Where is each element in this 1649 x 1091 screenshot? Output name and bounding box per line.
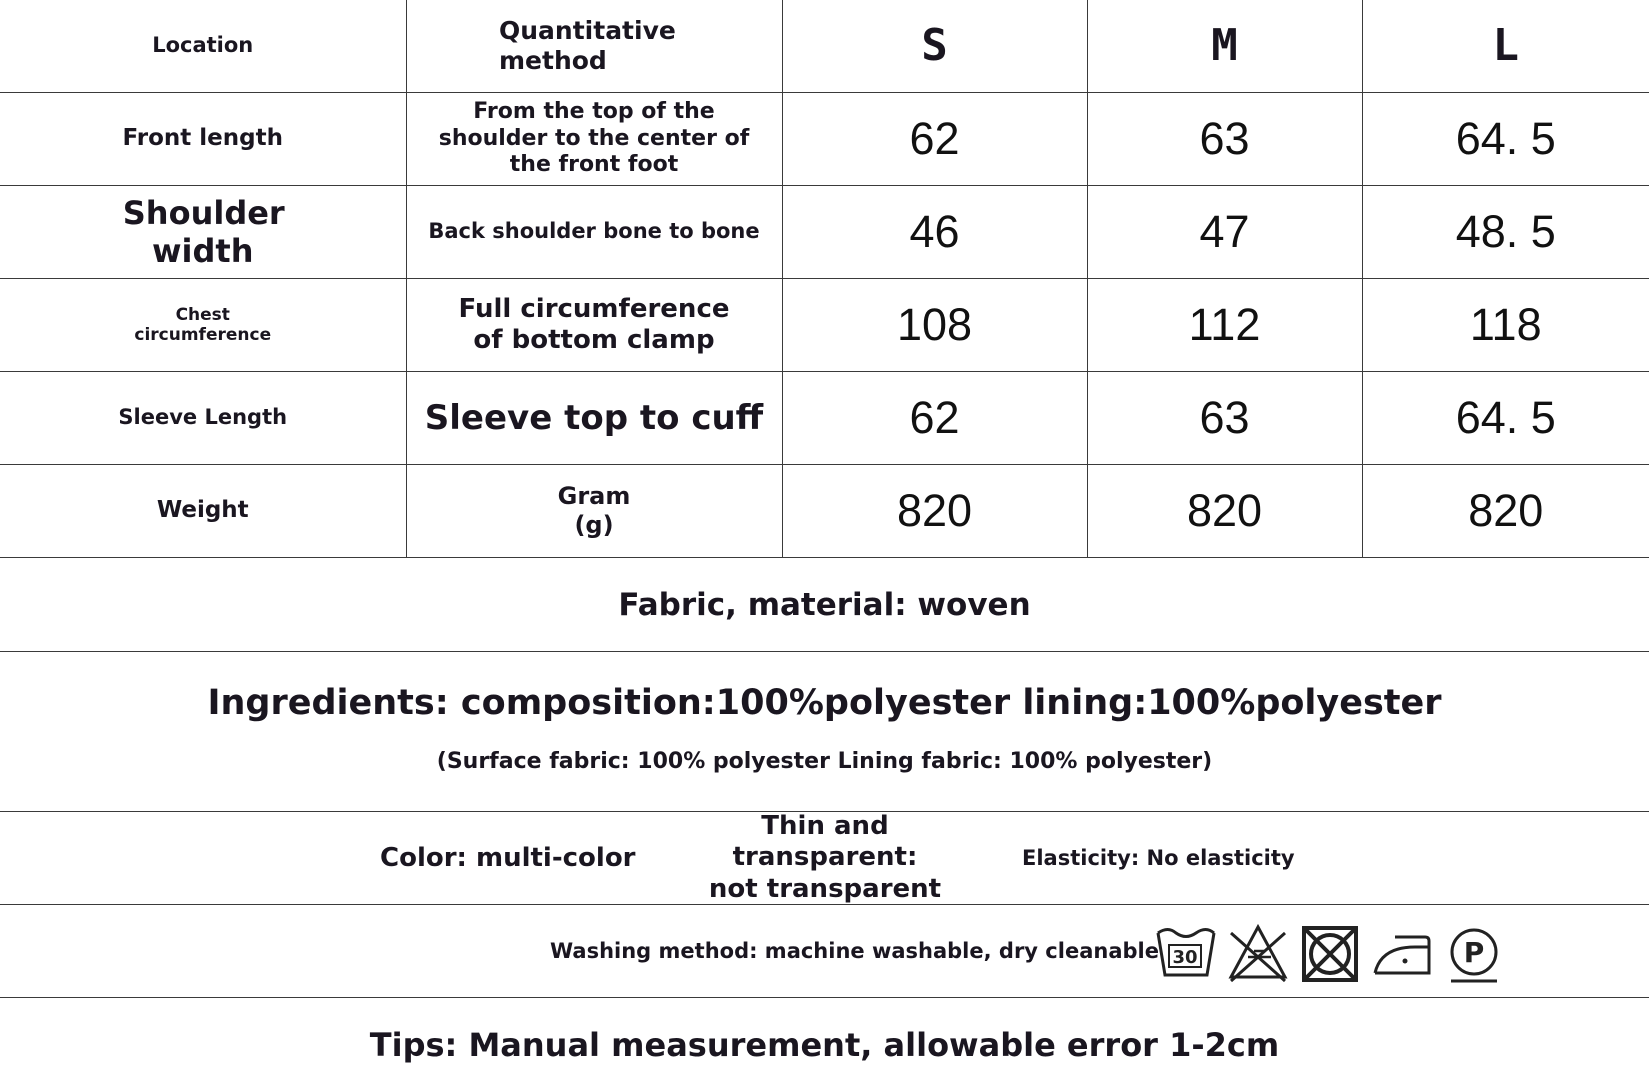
- row-label: Front length: [0, 93, 406, 186]
- value-s: 46: [782, 186, 1087, 279]
- value-s: 62: [782, 93, 1087, 186]
- value-l: 64. 5: [1362, 372, 1649, 465]
- value-m: 820: [1087, 465, 1362, 558]
- row-label: Sleeve Length: [0, 372, 406, 465]
- row-label: Weight: [0, 465, 406, 558]
- header-size-l: L: [1362, 0, 1649, 93]
- table-row: [0, 372, 1649, 465]
- table-row: [0, 93, 1649, 186]
- washing-band: [0, 905, 1649, 998]
- ingredients-main: Ingredients: composition:100%polyester lining:100%polyester: [207, 683, 1442, 723]
- table-row: [0, 186, 1649, 279]
- value-l: 48. 5: [1362, 186, 1649, 279]
- no-bleach-icon: [1227, 923, 1289, 985]
- elasticity-text: Elasticity: No elasticity: [1022, 846, 1295, 870]
- header-method: Quantitative method: [406, 0, 782, 93]
- header-location: Location: [0, 0, 406, 93]
- ingredients-sub: (Surface fabric: 100% polyester Lining fabric: 100% polyester): [436, 749, 1213, 774]
- properties-band: [0, 812, 1649, 905]
- color-text: Color: multi-color: [380, 843, 636, 873]
- row-method: From the top of the shoulder to the center of the front foot: [406, 93, 782, 186]
- row-method: Gram (g): [406, 465, 782, 558]
- value-s: 820: [782, 465, 1087, 558]
- value-l: 64. 5: [1362, 93, 1649, 186]
- value-m: 47: [1087, 186, 1362, 279]
- transparency-line-2: not transparent: [708, 873, 942, 904]
- ingredients-band: [0, 652, 1649, 812]
- table-row: [0, 279, 1649, 372]
- fabric-band: [0, 559, 1649, 652]
- value-s: 62: [782, 372, 1087, 465]
- row-method: Full circumference of bottom clamp: [406, 279, 782, 372]
- tips-band: [0, 998, 1649, 1091]
- care-icons: [1155, 923, 1505, 985]
- transparency-text: [670, 811, 980, 905]
- row-method: Back shoulder bone to bone: [406, 186, 782, 279]
- value-m: 63: [1087, 93, 1362, 186]
- iron-icon: [1371, 923, 1433, 985]
- transparency-line-1: Thin and transparent:: [732, 811, 918, 873]
- value-m: 63: [1087, 372, 1362, 465]
- table-row: [0, 465, 1649, 558]
- no-tumble-dry-icon: [1299, 923, 1361, 985]
- wash-temp: 30: [1172, 947, 1198, 968]
- value-l: 820: [1362, 465, 1649, 558]
- value-l: 118: [1362, 279, 1649, 372]
- washing-text: Washing method: machine washable, dry cleanable: [550, 939, 1159, 963]
- tips-text: Tips: Manual measurement, allowable error 1-2cm: [369, 1025, 1280, 1064]
- row-label: Chest circumference: [0, 279, 406, 372]
- dry-clean-p-icon: [1443, 923, 1505, 985]
- row-label: Shoulder width: [0, 186, 406, 279]
- value-s: 108: [782, 279, 1087, 372]
- wash-30-icon: [1155, 923, 1217, 985]
- row-method: Sleeve top to cuff: [406, 372, 782, 465]
- header-size-s: S: [782, 0, 1087, 93]
- table-header-row: [0, 0, 1649, 93]
- value-m: 112: [1087, 279, 1362, 372]
- dry-clean-letter: P: [1463, 936, 1485, 969]
- header-size-m: M: [1087, 0, 1362, 93]
- fabric-text: Fabric, material: woven: [618, 587, 1031, 623]
